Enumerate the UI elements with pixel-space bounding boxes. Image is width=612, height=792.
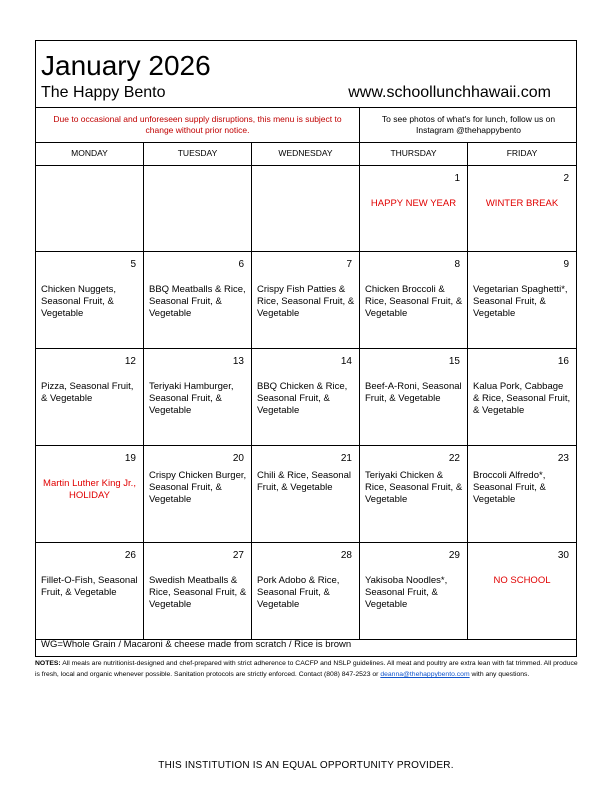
day-cell: [144, 446, 252, 542]
equal-opportunity-statement: THIS INSTITUTION IS AN EQUAL OPPORTUNITY PROVIDER.: [158, 760, 454, 771]
holiday-label: NO SCHOOL: [493, 575, 551, 586]
day-number: 28: [340, 550, 352, 561]
supply-disclaimer: Due to occasional and unforeseen supply disruptions, this menu is subject to change without prior notice.: [36, 107, 360, 142]
meal-description: Swedish Meatballs & Rice, Seasonal Fruit, & Vegetable: [149, 575, 247, 610]
meal-description: BBQ Chicken & Rice, Seasonal Fruit, & Vegetable: [257, 381, 348, 416]
day-number: 26: [124, 550, 136, 561]
day-cell: [360, 349, 468, 445]
meal-description: Fillet-O-Fish, Seasonal Fruit, & Vegetable: [41, 575, 138, 598]
company-name: The Happy Bento: [41, 84, 166, 101]
day-number: 5: [130, 259, 136, 270]
page-title: January 2026: [41, 50, 211, 81]
day-cell: [468, 543, 576, 639]
weekday-thursday: THURSDAY: [360, 142, 468, 165]
day-number: 21: [340, 453, 352, 464]
day-cell: [468, 349, 576, 445]
calendar-grid: [36, 142, 576, 640]
meal-description: Vegetarian Spaghetti*, Seasonal Fruit, & Vegetable: [473, 284, 568, 319]
day-cell: [252, 166, 360, 251]
day-number: 7: [346, 259, 352, 270]
day-number: 23: [557, 453, 569, 464]
meal-description: Teriyaki Chicken & Rice, Seasonal Fruit, & Vegetable: [365, 470, 463, 505]
week-row: [36, 446, 576, 543]
day-cell: [36, 543, 144, 639]
meal-description: Crispy Chicken Burger, Seasonal Fruit, & Vegetable: [149, 470, 247, 505]
day-number: 13: [232, 356, 244, 367]
instagram-notice: To see photos of what's for lunch, follow us on Instagram @thehappybento: [381, 114, 556, 135]
week-row: [36, 166, 576, 252]
day-number: 16: [557, 356, 569, 367]
day-cell: [144, 166, 252, 251]
notes-text: All meals are nutritionist-designed and chef-prepared with strict adherence to CACFP and NSLP guidelines. All meat and poultry are extra lean with fat trimmed. All produce is fresh, local and organic whenever possible. Sanitation protocols are strictly enforced. Contact (808) 847-2523 or: [35, 660, 578, 678]
day-cell: [252, 349, 360, 445]
day-cell: [360, 543, 468, 639]
day-cell: [252, 446, 360, 542]
menu-calendar: [35, 40, 577, 657]
week-row: [36, 349, 576, 446]
calendar-header: [36, 41, 576, 108]
weekday-tuesday: TUESDAY: [144, 142, 252, 165]
meal-description: Crispy Fish Patties & Rice, Seasonal Fruit, & Vegetable: [257, 284, 355, 319]
day-number: 20: [232, 453, 244, 464]
meal-description: Kalua Pork, Cabbage & Rice, Seasonal Fruit, & Vegetable: [473, 381, 571, 416]
day-cell: [360, 252, 468, 348]
day-cell: [144, 349, 252, 445]
meal-description: Chicken Broccoli & Rice, Seasonal Fruit, & Vegetable: [365, 284, 463, 319]
meal-description: Broccoli Alfredo*, Seasonal Fruit, & Vegetable: [473, 470, 546, 505]
day-cell: [360, 446, 468, 542]
day-cell: [468, 166, 576, 251]
day-cell: [36, 166, 144, 251]
meal-description: Pizza, Seasonal Fruit, & Vegetable: [41, 381, 134, 404]
weekday-friday: FRIDAY: [506, 148, 538, 158]
day-number: 27: [232, 550, 244, 561]
day-cell: [468, 446, 576, 542]
holiday-label: Martin Luther King Jr., HOLIDAY: [43, 478, 136, 501]
meal-description: BBQ Meatballs & Rice, Seasonal Fruit, & Vegetable: [149, 284, 246, 319]
day-number: 6: [238, 259, 244, 270]
day-number: 14: [340, 356, 352, 367]
holiday-label: HAPPY NEW YEAR: [370, 198, 457, 209]
day-cell: [36, 446, 144, 542]
holiday-label: WINTER BREAK: [485, 198, 559, 209]
day-number: 29: [448, 550, 460, 561]
day-number: 15: [448, 356, 460, 367]
contact-email-link[interactable]: deanna@thehappybento.com: [380, 671, 470, 678]
weekday-wednesday: WEDNESDAY: [252, 142, 360, 165]
legend-row: WG=Whole Grain / Macaroni & cheese made from scratch / Rice is brown: [41, 639, 352, 650]
weekday-header-row: [36, 142, 576, 166]
day-cell: [144, 252, 252, 348]
day-cell: [144, 543, 252, 639]
day-number: 2: [563, 173, 569, 184]
meal-description: Beef-A-Roni, Seasonal Fruit, & Vegetable: [365, 381, 462, 404]
day-cell: [36, 349, 144, 445]
day-cell: [360, 166, 468, 251]
notes-section: [35, 658, 580, 680]
notes-label: NOTES:: [35, 660, 61, 667]
meal-description: Teriyaki Hamburger, Seasonal Fruit, & Vegetable: [149, 381, 234, 416]
notice-row: [36, 107, 576, 143]
day-number: 1: [454, 173, 460, 184]
day-number: 8: [454, 259, 460, 270]
week-row: [36, 252, 576, 349]
day-cell: [468, 252, 576, 348]
day-number: 19: [124, 453, 136, 464]
notes-tail: with any questions.: [469, 671, 530, 678]
meal-description: Yakisoba Noodles*, Seasonal Fruit, & Vegetable: [365, 575, 448, 610]
website-text: www.schoollunchhawaii.com: [348, 84, 551, 101]
weekday-monday: MONDAY: [36, 142, 144, 165]
day-cell: [36, 252, 144, 348]
day-number: 9: [563, 259, 569, 270]
week-row: [36, 543, 576, 640]
meal-description: Pork Adobo & Rice, Seasonal Fruit, & Vegetable: [257, 575, 340, 610]
day-number: 12: [124, 356, 136, 367]
day-number: 22: [448, 453, 460, 464]
day-cell: [252, 252, 360, 348]
day-cell: [252, 543, 360, 639]
meal-description: Chili & Rice, Seasonal Fruit, & Vegetable: [257, 470, 351, 493]
day-number: 30: [557, 550, 569, 561]
meal-description: Chicken Nuggets, Seasonal Fruit, & Vegetable: [41, 284, 116, 319]
